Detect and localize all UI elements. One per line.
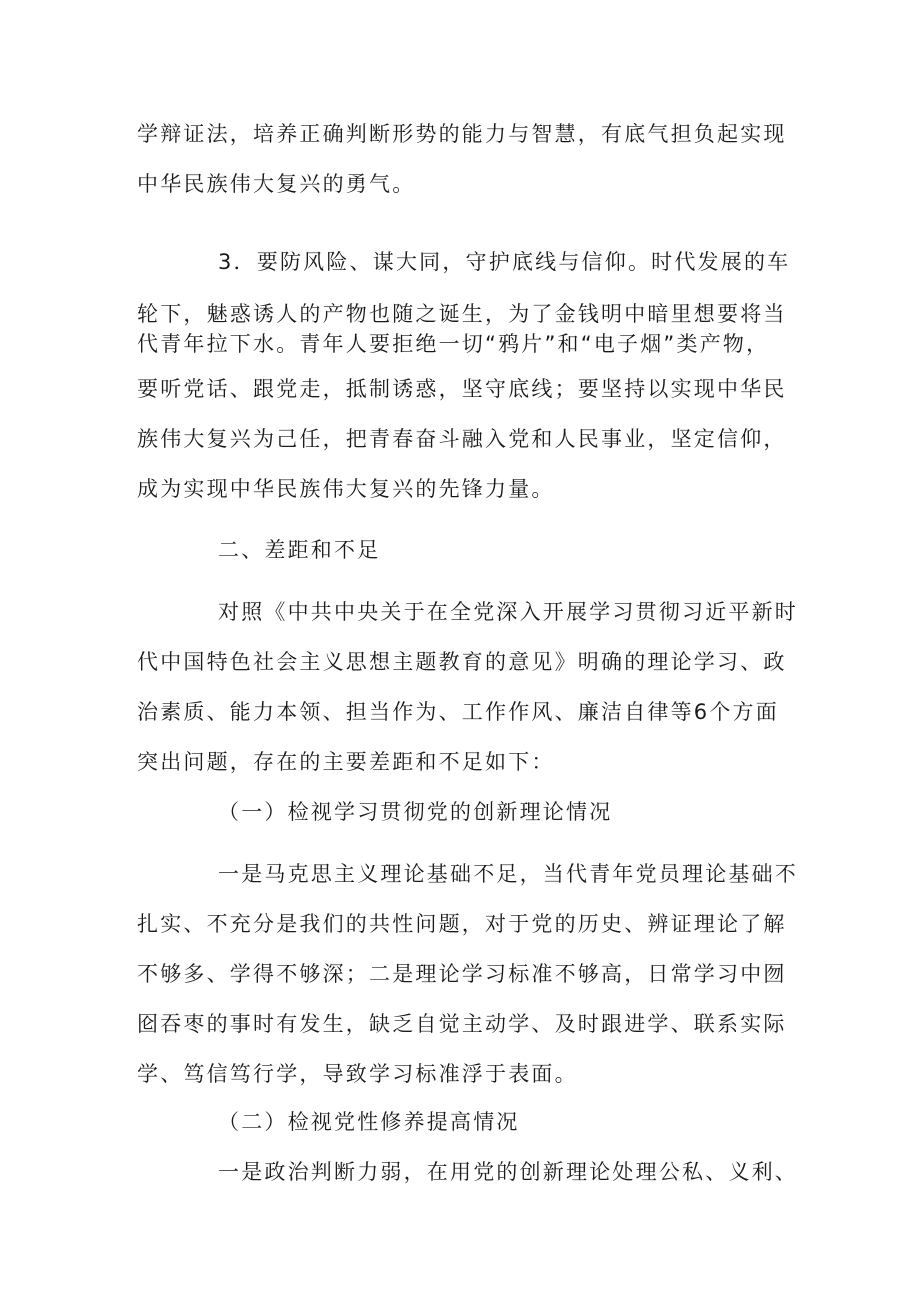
text-line-5: 代青年拉下水。青年人要拒绝一切“鸦片”和“电子烟”类产物， (137, 332, 770, 356)
text-line-8: 成为实现中华民族伟大复兴的先锋力量。 (137, 477, 555, 501)
subsection-heading-2: （二）检视党性修养提高情况 (218, 1110, 520, 1134)
text-line-6: 要听党话、跟党走，抵制诱惑，坚守底线；要坚持以实现中华民 (137, 377, 787, 401)
text-line-19: 学、笃信笃行学，导致学习标准浮于表面。 (137, 1062, 578, 1086)
text-line-16: 扎实、不充分是我们的共性问题，对于党的历史、辨证理论了解 (137, 912, 787, 936)
text-line-2: 中华民族伟大复兴的勇气。 (137, 172, 416, 196)
text-line-11: 代中国特色社会主义思想主题教育的意见》明确的理论学习、政 (137, 650, 787, 674)
text-line-3: 3．要防风险、谋大同，守护底线与信仰。时代发展的车 (218, 250, 791, 274)
text-line-10: 对照《中共中央关于在全党深入开展学习贯彻习近平新时 (218, 600, 798, 624)
text-line-12: 治素质、能力本领、担当作为、工作作风、廉洁自律等6个方面 (137, 700, 779, 724)
text-line-18: 囵吞枣的事时有发生，缺乏自觉主动学、及时跟进学、联系实际 (137, 1012, 787, 1036)
text-line-1: 学辩证法，培养正确判断形势的能力与智慧，有底气担负起实现 (137, 122, 787, 146)
text-line-13: 突出问题，存在的主要差距和不足如下： (137, 750, 555, 774)
text-line-4: 轮下，魅惑诱人的产物也随之诞生，为了金钱明中暗里想要将当 (137, 302, 787, 326)
text-line-21: 一是政治判断力弱，在用党的创新理论处理公私、义利、 (218, 1160, 798, 1184)
text-line-7: 族伟大复兴为己任，把青春奋斗融入党和人民事业，坚定信仰， (137, 427, 787, 451)
section-heading-2: 二、差距和不足 (218, 538, 381, 562)
text-line-15: 一是马克思主义理论基础不足，当代青年党员理论基础不 (218, 862, 798, 886)
text-line-17: 不够多、学得不够深；二是理论学习标准不够高，日常学习中囫 (137, 962, 787, 986)
subsection-heading-1: （一）检视学习贯彻党的创新理论情况 (218, 800, 613, 824)
